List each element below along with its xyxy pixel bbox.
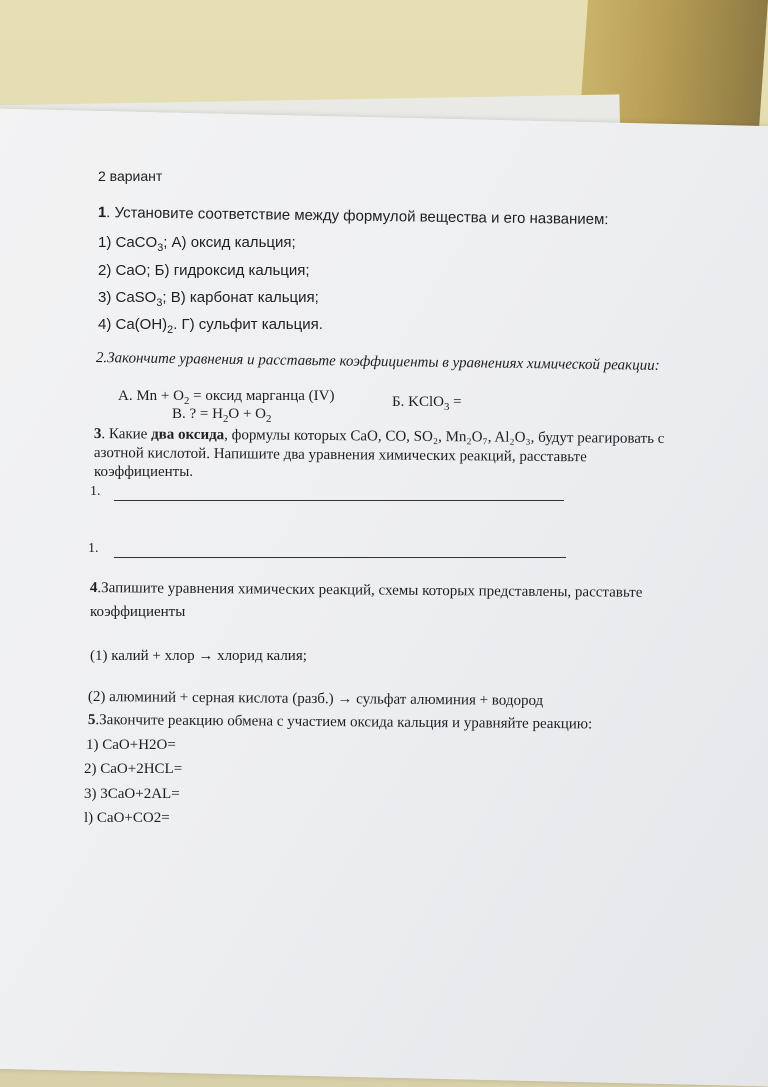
equation-a: А. $Mn + O_2$ = оксид марганца (IV): [118, 388, 335, 407]
question-5-item-1: 1) CaO+H2O=: [86, 737, 176, 753]
question-5-item-2: 2) CaO+2HCL=: [84, 761, 183, 777]
question-2-title: 2.Закончите уравнения и расставьте коэффициенты в уравнениях химической реакции:: [95, 350, 660, 374]
answer-blank-2[interactable]: [114, 557, 566, 558]
equation-b: Б. KClO$_3$ =: [392, 394, 462, 413]
question-5-item-3: 3) 3CaO+2AL=: [84, 786, 180, 802]
question-5-item-4: l) CaO+CO2=: [84, 810, 170, 826]
question-1-row-4: 4) $Ca(OH)_2$. Г) сульфит кальция.: [98, 316, 323, 336]
question-1-row-1: 1) CaCO$_3$; А) оксид кальция;: [98, 234, 296, 254]
question-3-line-1: 3. Какие два оксида, формулы которых CaO, CO, SO₂, Mn₂O₇, Al₂O₃, будут реагировать с: [93, 426, 665, 447]
variant-label: 2 вариант: [98, 168, 163, 184]
question-1-title: 1. Установите соответствие между формулой вещества и его названием:: [97, 204, 609, 229]
question-1-row-2: 2) CaO; Б) гидроксид кальция;: [98, 262, 310, 279]
answer-blank-2-label: 1.: [88, 541, 99, 556]
question-1-row-3: 3) CaSO$_3$; В) карбонат кальция;: [98, 289, 319, 309]
question-5-title: 5.Закончите реакцию обмена с участием оксида кальция и уравняйте реакцию:: [87, 712, 593, 733]
question-4-line-2: коэффициенты: [90, 604, 186, 620]
question-3-line-2: азотной кислотой. Напишите два уравнения химических реакций, расставьте: [93, 445, 587, 466]
reaction-1: (1) калий + хлор → хлорид калия;: [90, 648, 307, 664]
reaction-2: (2) алюминий + серная кислота (разб.) → сульфат алюминия + водород: [87, 689, 544, 709]
answer-blank-1[interactable]: [114, 500, 564, 501]
equation-v: В. ? = $H_2O + O_2$: [172, 406, 272, 425]
question-3-line-3: коэффициенты.: [94, 464, 194, 480]
answer-blank-1-label: 1.: [90, 484, 101, 499]
question-4-line-1: 4.Запишите уравнения химических реакций, схемы которых представлены, расставьте: [89, 580, 643, 601]
